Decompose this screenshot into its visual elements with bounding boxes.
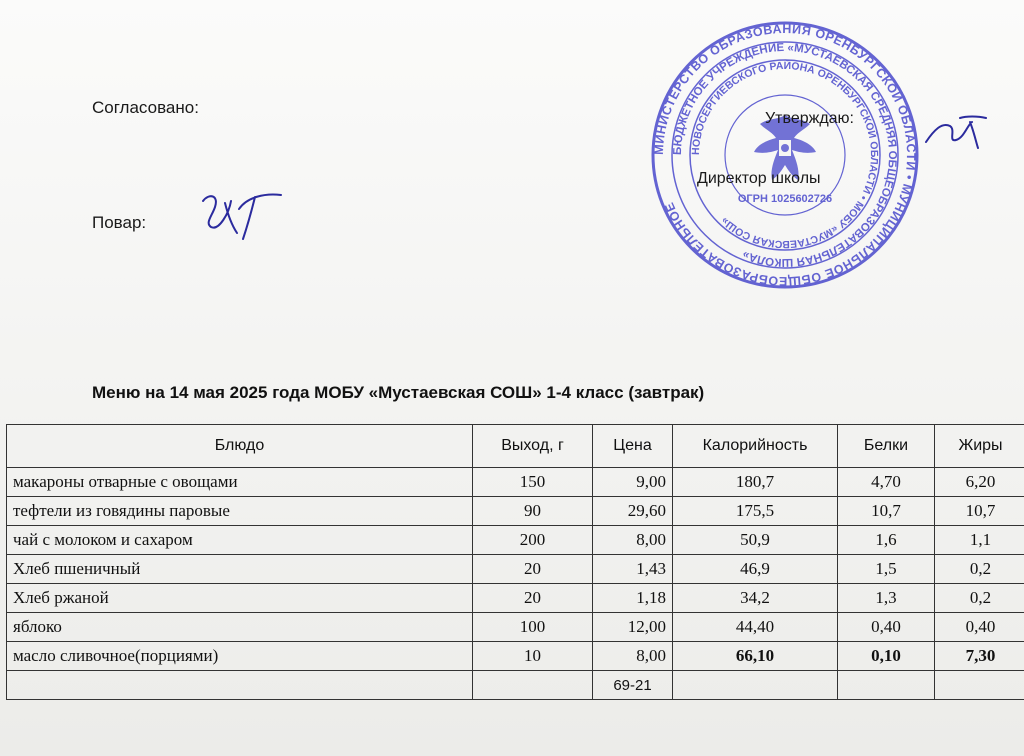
empty-cell [838,671,935,700]
header-kcal: Калорийность [673,425,838,468]
fat-cell: 1,1 [935,526,1024,555]
approve-label: Утверждаю: [765,110,854,127]
total-price-cell: 69-21 [593,671,673,700]
menu-table [6,424,1024,700]
kcal-cell: 44,40 [673,613,838,642]
yield-cell: 20 [473,555,593,584]
table-row [7,584,1024,613]
yield-cell: 150 [473,468,593,497]
fat-cell: 10,7 [935,497,1024,526]
empty-cell [473,671,593,700]
protein-cell: 1,6 [838,526,935,555]
price-cell: 12,00 [593,613,673,642]
cook-signature [195,183,290,243]
fat-cell: 0,40 [935,613,1024,642]
yield-cell: 200 [473,526,593,555]
protein-cell: 10,7 [838,497,935,526]
table-row [7,642,1024,671]
dish-cell: масло сливочное(порциями) [7,642,473,671]
protein-cell: 1,5 [838,555,935,584]
protein-cell: 0,10 [838,642,935,671]
price-cell: 1,43 [593,555,673,584]
kcal-cell: 34,2 [673,584,838,613]
table-row [7,555,1024,584]
cook-label: Повар: [92,213,147,232]
table-header-row [7,425,1024,468]
svg-text:ОГРН 1025602726: ОГРН 1025602726 [737,193,833,205]
protein-cell: 4,70 [838,468,935,497]
header-fat: Жиры [935,425,1024,468]
director-label: Директор школы [697,170,821,187]
table-row [7,468,1024,497]
dish-cell: Хлеб пшеничный [7,555,473,584]
kcal-cell: 180,7 [673,468,838,497]
header-price: Цена [593,425,673,468]
protein-cell: 0,40 [838,613,935,642]
header-yield: Выход, г [473,425,593,468]
director-signature [920,112,990,152]
price-cell: 9,00 [593,468,673,497]
kcal-cell: 50,9 [673,526,838,555]
protein-cell: 1,3 [838,584,935,613]
empty-cell [673,671,838,700]
dish-cell: яблоко [7,613,473,642]
fat-cell: 6,20 [935,468,1024,497]
empty-cell [7,671,473,700]
kcal-cell: 46,9 [673,555,838,584]
yield-cell: 100 [473,613,593,642]
yield-cell: 10 [473,642,593,671]
school-stamp [650,20,920,290]
header-protein: Белки [838,425,935,468]
price-cell: 1,18 [593,584,673,613]
empty-cell [935,671,1024,700]
table-total-row [7,671,1024,700]
kcal-cell: 175,5 [673,497,838,526]
table-body [7,468,1024,700]
price-cell: 8,00 [593,526,673,555]
menu-title: Меню на 14 мая 2025 года МОБУ «Мустаевская СОШ» 1-4 класс (завтрак) [92,383,705,402]
dish-cell: тефтели из говядины паровые [7,497,473,526]
fat-cell: 0,2 [935,584,1024,613]
fat-cell: 7,30 [935,642,1024,671]
approved-label: Согласовано: [92,98,199,117]
table-row [7,613,1024,642]
fat-cell: 0,2 [935,555,1024,584]
header-dish: Блюдо [7,425,473,468]
price-cell: 29,60 [593,497,673,526]
kcal-cell: 66,10 [673,642,838,671]
yield-cell: 20 [473,584,593,613]
svg-text:БЮДЖЕТНОЕ УЧРЕЖДЕНИЕ «МУСТАЕВС: БЮДЖЕТНОЕ УЧРЕЖДЕНИЕ «МУСТАЕВСКАЯ СРЕДНЯЯ ОБЩЕОБРАЗОВАТЕЛЬНАЯ ШКОЛА» [671,41,899,269]
svg-text:МИНИСТЕРСТВО ОБРАЗОВАНИЯ ОРЕНБ: МИНИСТЕРСТВО ОБРАЗОВАНИЯ ОРЕНБУРГСКОЙ ОБЛАСТИ • МУНИЦИПАЛЬНОЕ ОБЩЕОБРАЗОВАТЕЛЬНОЕ [651,21,919,289]
table-row [7,497,1024,526]
dish-cell: Хлеб ржаной [7,584,473,613]
yield-cell: 90 [473,497,593,526]
price-cell: 8,00 [593,642,673,671]
dish-cell: макароны отварные с овощами [7,468,473,497]
svg-text:НОВОСЕРГИЕВСКОГО РАЙОНА ОРЕНБУ: НОВОСЕРГИЕВСКОГО РАЙОНА ОРЕНБУРГСКОЙ ОБЛАСТИ • МОБУ «МУСТАЕВСКАЯ СОШ» [689,59,881,251]
dish-cell: чай с молоком и сахаром [7,526,473,555]
table-row [7,526,1024,555]
